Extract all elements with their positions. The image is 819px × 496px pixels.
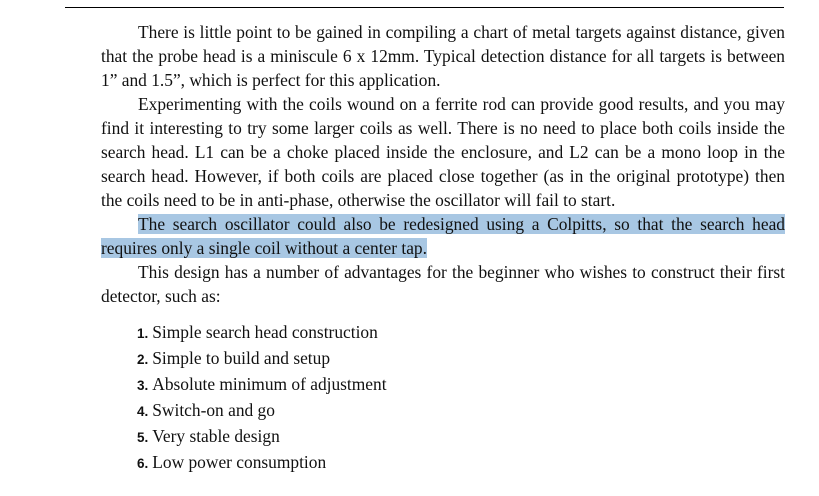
document-body xyxy=(101,20,785,476)
advantages-list xyxy=(137,320,785,476)
paragraph-1: There is little point to be gained in compiling a chart of metal targets against distance, given that the probe head is a miniscule 6 x 12mm. Typical detection distance for all targets is between 1” and 1.5”, which is perfect for this application. xyxy=(101,22,785,90)
list-item xyxy=(137,398,785,424)
paragraph-4: This design has a number of advantages for the beginner who wishes to construct their first detector, such as: xyxy=(101,262,785,306)
list-text: Very stable design xyxy=(152,426,280,446)
list-text: Simple to build and setup xyxy=(152,348,331,368)
list-number: 5. xyxy=(137,430,149,445)
list-number: 3. xyxy=(137,378,149,393)
paragraph-2: Experimenting with the coils wound on a ferrite rod can provide good results, and you may find it interesting to try some larger coils as well. There is no need to place both coils inside the search head. L1 can be a choke placed inside the enclosure, and L2 can be a mono loop in the search head. However, if both coils are placed close together (as in the original prototype) then the coils need to be in anti-phase, otherwise the oscillator will fail to start. xyxy=(101,94,785,210)
header-rule xyxy=(65,7,784,8)
list-text: Switch-on and go xyxy=(152,400,275,420)
list-item xyxy=(137,450,785,476)
text-selection-highlight[interactable]: The search oscillator could also be redesigned using a Colpitts, so that the search head requires only a single coil without a center tap. xyxy=(101,214,785,258)
list-item xyxy=(137,320,785,346)
list-item xyxy=(137,346,785,372)
list-text: Low power consumption xyxy=(152,452,327,472)
list-number: 1. xyxy=(137,326,149,341)
list-item xyxy=(137,424,785,450)
list-text: Absolute minimum of adjustment xyxy=(152,374,387,394)
list-item xyxy=(137,372,785,398)
list-number: 2. xyxy=(137,352,149,367)
list-number: 6. xyxy=(137,456,149,471)
list-text: Simple search head construction xyxy=(152,322,378,342)
paragraph-3-highlighted[interactable] xyxy=(101,212,785,260)
list-number: 4. xyxy=(137,404,149,419)
